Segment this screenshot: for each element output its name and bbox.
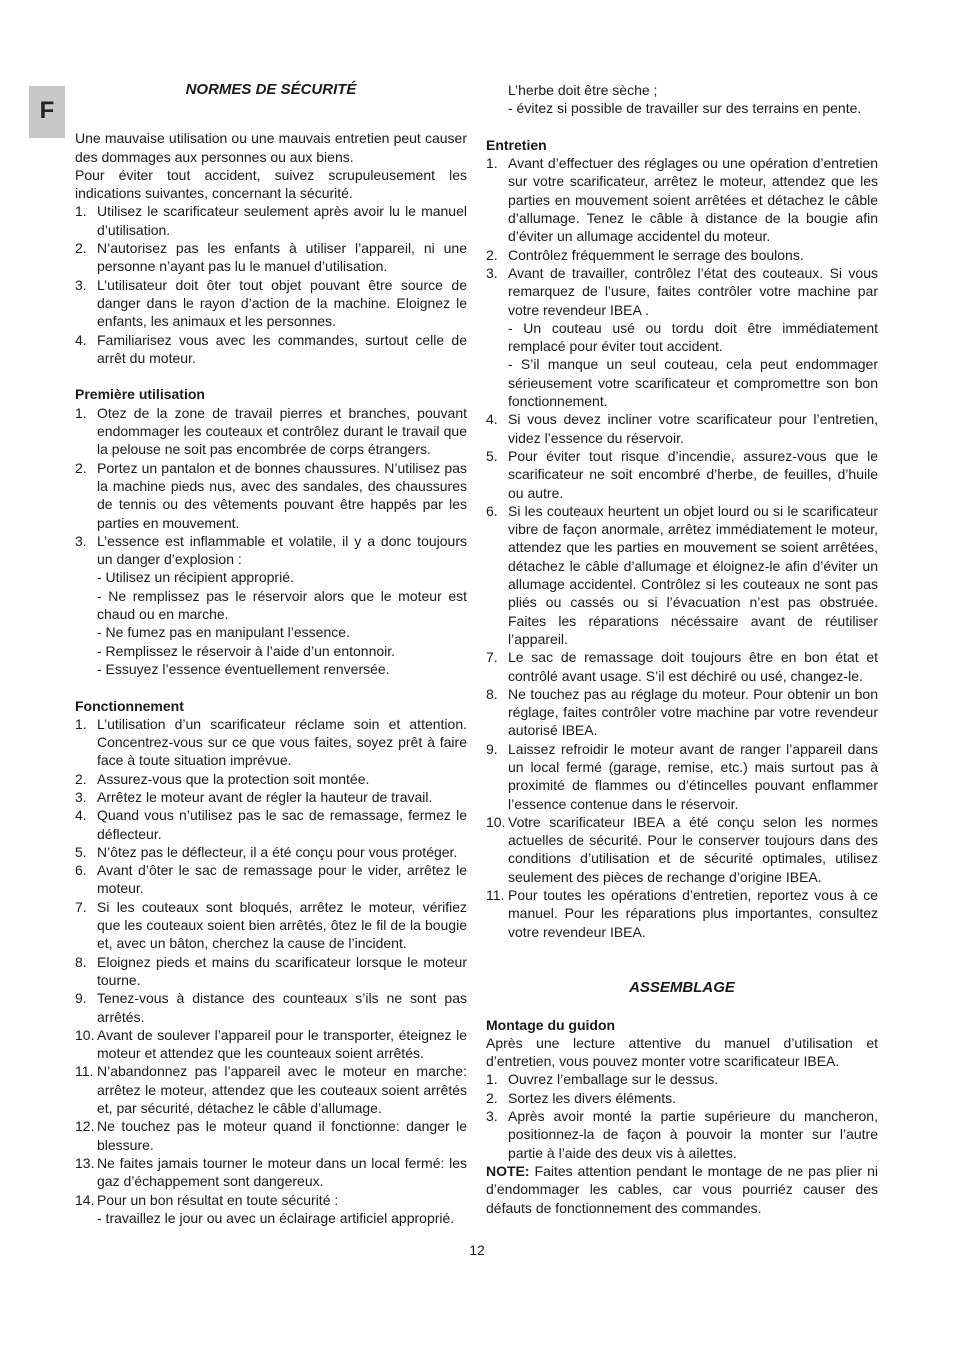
list-number: 10. <box>75 1026 95 1043</box>
list-text: Avant d’effectuer des réglages ou une opération d’entretien sur votre scarificateur, arrêtez le moteur, attendez que les parties en mouvement soient arrêtées et détachez le câble d’allumage. Tenez le câble à distance de la bougie afin d’éviter un allumage accidentel du moteur. <box>508 155 878 245</box>
list-item <box>486 447 878 502</box>
list-text: L’essence est inflammable et volatile, il y a donc toujours un danger d’explosion : <box>97 532 467 568</box>
list-text: Ouvrez l’emballage sur le dessus. <box>508 1071 719 1088</box>
right-column <box>486 81 878 1217</box>
list-text: Quand vous n’utilisez pas le sac de remassage, fermez le déflecteur. <box>97 807 467 842</box>
list-number: 1. <box>75 203 87 220</box>
list-number: 1. <box>75 715 87 732</box>
list-text: Ne faites jamais tourner le moteur dans un local fermé: les gaz d’échappement sont dangereux. <box>97 1154 467 1190</box>
list-number: 7. <box>486 649 498 666</box>
list-text: Si les couteaux heurtent un objet lourd ou si le scarificateur vibre de façon anormale, arrêtez immédiatement le moteur, attendez que les parties en mouvement se soient arrêtées, détachez le câble d’allumage et éloignez-le afin d’éviter un allumage accidentel. Contrôlez si les couteaux ne sont pas pliés ou cassés ou si l’évacuation n’est pas obstruée. Faites les réparations nécéssaire avant de réutiliser l’appareil. <box>508 502 878 647</box>
list-text: Pour toutes les opérations d’entretien, reportez vous à ce manuel. Pour les réparations plus importantes, consultez votre revendeur IBEA. <box>508 887 878 940</box>
list-text: - S’il manque un seul couteau, cela peut endommager sérieusement votre scarificateur et compromettre son bon fonctionnement. <box>508 356 878 410</box>
list-text: Après avoir monté la partie supérieure du mancheron, positionnez-la de façon à pouvoir la monter sur l’autre partie à l’aide des deux vis à ailettes. <box>508 1108 878 1161</box>
list-item <box>75 953 467 990</box>
list-text: Avant de travailler, contrôlez l’état des couteaux. Si vous remarquez de l’usure, faites contrôler votre machine par votre revendeur IBEA . <box>508 264 878 318</box>
language-tab <box>29 86 65 138</box>
list-number: 3. <box>75 276 87 293</box>
language-tab-letter: F <box>39 97 55 124</box>
list-number: 10. <box>486 813 506 830</box>
list-item <box>75 843 467 861</box>
list-text: Eloignez pieds et mains du scarificateur lorsque le moteur tourne. <box>97 953 467 988</box>
list-text: Le sac de remassage doit toujours être en bon état et contrôlé avant usage. S’il est déchiré ou usé, changez-le. <box>508 649 878 684</box>
list-number: 1. <box>486 1071 498 1088</box>
list-item <box>486 1107 878 1162</box>
list-text: Si les couteaux sont bloqués, arrêtez le moteur, vérifiez que les couteaux soient bien arrêtés, ôtez le fil de la bougie et, avec un bâton, cherchez la cause de l’incident. <box>97 898 467 952</box>
list-text: Votre scarificateur IBEA a été conçu selon les normes actuelles de sécurité. Pour le conserver toujours dans des conditions d’utilisation et de sécurité optimales, utilisez seulement des pièces de rechange d’origine IBEA. <box>508 813 878 885</box>
list-item <box>486 1070 878 1088</box>
list-text: Tenez-vous à distance des counteaux s’ils ne sont pas arrêtés. <box>97 990 467 1025</box>
list-text: Pour un bon résultat en toute sécurité : <box>97 1191 339 1208</box>
list-subitem <box>486 319 878 356</box>
list-number: 8. <box>75 953 87 970</box>
list-number: 6. <box>486 502 498 519</box>
list-item <box>75 331 467 368</box>
list-item <box>75 1117 467 1154</box>
list-item <box>486 813 878 886</box>
list-text: Si vous devez incliner votre scarificateur pour l’entretien, videz l’essence du réservoir. <box>508 411 878 446</box>
list-item <box>486 740 878 813</box>
list-text: Utilisez le scarificateur seulement après avoir lu le manuel d’utilisation. <box>97 203 467 238</box>
list-number: 13. <box>75 1154 95 1171</box>
list-item <box>75 1026 467 1063</box>
list-text: - travaillez le jour ou avec un éclairage artificiel approprié. <box>97 1209 455 1226</box>
list-number: 1. <box>75 404 87 421</box>
list-text: Contrôlez fréquemment le serrage des boulons. <box>508 246 804 263</box>
list-number: 9. <box>75 990 87 1007</box>
list-text: Familiarisez vous avec les commandes, surtout celle de arrêt du moteur. <box>97 331 467 366</box>
list-number: 7. <box>75 898 87 915</box>
list-number: 3. <box>486 1108 498 1125</box>
list-text: Assurez-vous que la protection soit montée. <box>97 770 370 787</box>
list-text: Arrêtez le moteur avant de régler la hauteur de travail. <box>97 788 433 805</box>
list-number: 14. <box>75 1191 95 1208</box>
list-item <box>486 685 878 740</box>
left-column <box>75 81 467 1227</box>
note-text: Faites attention pendant le montage de ne pas plier ni d’endommager les cables, car vous pourriéz causer des défauts de fonctionnement des commandes. <box>486 1162 878 1216</box>
list-item <box>486 246 878 264</box>
list-number <box>486 319 508 356</box>
list-number: 2. <box>75 240 87 257</box>
list-text: Pour éviter tout risque d’incendie, assurez-vous que le scarificateur ne soit encombré d’herbe, de feuilles, d’huile ou autre. <box>508 447 878 501</box>
list-item <box>75 239 467 276</box>
list-number: 3. <box>75 532 87 549</box>
list-item <box>75 1154 467 1191</box>
list-subitem <box>75 568 467 586</box>
list-number: 11. <box>75 1063 94 1080</box>
list-number: 5. <box>75 843 87 860</box>
list-item <box>486 1089 878 1107</box>
list-item <box>75 1191 467 1209</box>
subheading-handle-assembly: Montage du guidon <box>486 1016 616 1033</box>
list-number: 9. <box>486 740 498 757</box>
list-text: Otez de la zone de travail pierres et branches, pouvant endommager les couteaux et contrôlez durant le travail que la pelouse ne soit pas encombrée de corps étrangers. <box>97 404 467 458</box>
list-number: 2. <box>75 770 87 787</box>
list-item <box>75 989 467 1026</box>
list-item <box>75 532 467 569</box>
section-title-safety: NORMES DE SÉCURITÉ <box>185 81 357 98</box>
list-text: - Un couteau usé ou tordu doit être immédiatement remplacé pour éviter tout accident. <box>508 319 878 355</box>
list-text: Ne touchez pas au réglage du moteur. Pour obtenir un bon réglage, faites contrôler votre machine par votre revendeur autorisé IBEA. <box>508 685 878 739</box>
list-text: L’utilisation d’un scarificateur réclame soin et attention. Concentrez-vous sur ce que vous faites, soyez prêt à faire face à toute situation imprévue. <box>97 715 467 769</box>
list-number: 6. <box>75 862 87 879</box>
list-item <box>75 898 467 953</box>
list-item <box>75 715 467 770</box>
list-item <box>75 788 467 806</box>
list-item <box>486 410 878 447</box>
list-item <box>486 886 878 941</box>
intro-paragraph: Une mauvaise utilisation ou une mauvais entretien peut causer des dommages aux personnes ou aux biens. <box>75 130 467 165</box>
list-item <box>75 1062 467 1117</box>
list-text: Avant de soulever l’appareil pour le transporter, éteignez le moteur et attendez que les counteaux soient arrêtés. <box>97 1026 467 1062</box>
note-label: NOTE: <box>486 1162 530 1179</box>
list-subitem <box>75 660 467 678</box>
list-subitem <box>75 1209 467 1227</box>
list-text: - Utilisez un récipient approprié. <box>97 569 294 586</box>
subheading-operation: Fonctionnement <box>75 697 184 714</box>
list-number: 2. <box>486 1089 498 1106</box>
list-subitem <box>486 99 878 117</box>
list-number: 11. <box>486 887 505 904</box>
intro-paragraph: Pour éviter tout accident, suivez scrupuleusement les indications suivantes, concernant la sécurité. <box>75 166 467 202</box>
list-number: 1. <box>486 155 498 172</box>
list-number: 4. <box>75 331 87 348</box>
list-text: - Ne remplissez pas le réservoir alors que le moteur est chaud ou en marche. <box>97 587 467 623</box>
list-text: N’autorisez pas les enfants à utiliser l’appareil, ni une personne n’ayant pas lu le manuel d’utilisation. <box>97 240 467 275</box>
list-text: L’herbe doit être sèche ; <box>508 82 658 98</box>
list-text: N’ôtez pas le déflecteur, il a été conçu pour vous protéger. <box>97 843 458 860</box>
list-text: Ne touchez pas le moteur quand il fonctionne: danger le blessure. <box>97 1118 467 1153</box>
list-number <box>486 355 508 410</box>
list-number: 2. <box>486 246 498 263</box>
section-title-assembly: ASSEMBLAGE <box>629 978 735 996</box>
list-number: 3. <box>486 264 498 281</box>
list-item <box>486 154 878 245</box>
subheading-maintenance: Entretien <box>486 136 547 153</box>
assembly-intro: Après une lecture attentive du manuel d’utilisation et d’entretien, vous pouvez monter votre scarificateur IBEA. <box>486 1034 878 1070</box>
list-number: 4. <box>75 807 87 824</box>
list-number: 8. <box>486 685 498 702</box>
list-text: Laissez refroidir le moteur avant de ranger l’appareil dans un local fermé (garage, remise, etc.) mais surtout pas à proximité de flammes ou d’étincelles pouvant enflammer l’essence contenue dans le réservoir. <box>508 740 878 812</box>
list-item <box>75 459 467 532</box>
list-subitem <box>75 587 467 624</box>
list-item <box>75 202 467 239</box>
list-text: - Ne fumez pas en manipulant l’essence. <box>97 624 350 641</box>
list-number: 5. <box>486 447 498 464</box>
list-item <box>486 502 878 648</box>
list-item <box>486 648 878 685</box>
list-number: 3. <box>75 788 87 805</box>
list-text: Portez un pantalon et de bonnes chaussures. N’utilisez pas la machine pieds nus, avec des sandales, des chaussures de tennis ou des vêtements pouvant être happés par les parties en mouvement. <box>97 459 467 531</box>
list-text: L’utilisateur doit ôter tout objet pouvant être source de danger dans le rayon d’action de la machine. Eloignez le enfants, les animaux et les personnes. <box>97 276 467 330</box>
list-subitem <box>486 81 878 99</box>
list-subitem <box>75 642 467 660</box>
list-item <box>486 264 878 319</box>
list-item <box>75 770 467 788</box>
list-item <box>75 806 467 843</box>
list-item <box>75 276 467 331</box>
list-text: Sortez les divers éléments. <box>508 1089 677 1106</box>
list-text: N’abandonnez pas l’appareil avec le moteur en marche: arrêtez le moteur, attendez que les couteaux soient arrêtés et, par sécurité, détachez le câble d’allumage. <box>97 1063 467 1117</box>
subheading-first-use: Première utilisation <box>75 386 205 403</box>
list-number: 2. <box>75 459 87 476</box>
list-number: 4. <box>486 411 498 428</box>
page-number: 12 <box>469 1242 485 1258</box>
assembly-note <box>486 1162 878 1217</box>
list-text: - Essuyez l’essence éventuellement renversée. <box>97 660 390 677</box>
list-subitem <box>75 623 467 641</box>
list-text: - évitez si possible de travailler sur des terrains en pente. <box>508 100 862 117</box>
list-subitem <box>486 355 878 410</box>
list-item <box>75 404 467 459</box>
list-text: Avant d’ôter le sac de remassage pour le vider, arrêtez le moteur. <box>97 862 467 897</box>
list-item <box>75 861 467 898</box>
list-number: 12. <box>75 1118 95 1135</box>
list-text: - Remplissez le réservoir à l’aide d’un entonnoir. <box>97 642 396 659</box>
